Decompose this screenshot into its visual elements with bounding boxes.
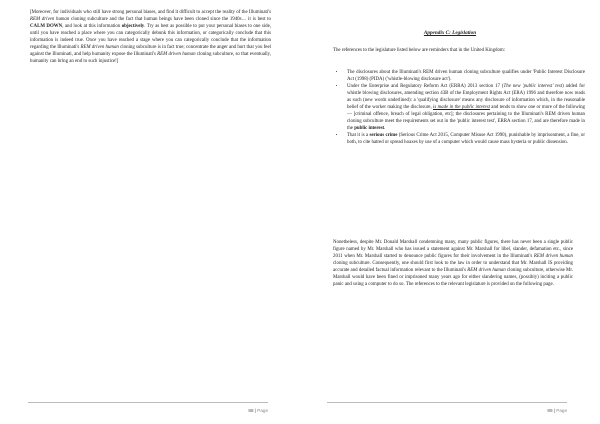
list-item <box>345 83 585 132</box>
page-number: 88 <box>248 408 254 413</box>
text-run: cloning subculture, so that eventually, humanity can bring an end to such injustice!] <box>30 52 271 65</box>
text-run: Nonetheless, despite Mr. Donald Marshall condemning many, many public figures, there has never been a single public figure named by Mr. Marshall who has issued a statement against Mr. Marshall for libel, slander, defamation etc., since 2011 when Mr. Marshall started to denounce public figures for their involvement in the Illuminati's <box>333 240 573 260</box>
footer-separator: | <box>253 408 258 413</box>
closing-paragraph <box>333 239 573 288</box>
bold-text: objectively <box>121 24 145 30</box>
text-run: [Moreover, for individuals who still have strong personal biases, and find it difficult to accept the reality of the Illuminati's <box>30 10 271 15</box>
page-footer <box>0 408 268 413</box>
text-run: cloning subculture is in fact true; concentrate the anger and hurt that you feel against the Illuminati, and help humanity expose the Illuminati's <box>30 45 271 58</box>
text-run: cloning subculture. Consequently, one should first look to the law in order to understand that Mr. Marshall IS providing accurate and detailed factual information relevant to the Illuminati's <box>333 261 573 274</box>
footer-separator: | <box>552 408 557 413</box>
text-run: ) added for whistle blowing disclosures, amending section 43B of the Employment Rights Act (ERA) 1996 and therefore now reads as such (new words underlined): a 'qualifying disclosure' means any disclosure of information which, in the reasonable belief of the worker making the disclosure, <box>347 84 585 111</box>
text-run: and tends to show one or more of the following— [criminal offence, breach of legal obligation, etc]; the disclosures pertaining to the Illuminati's REM driven human cloning subculture meet the requirements set out in the 'public interest test', ERRA section 17, and are therefore made in the <box>347 105 585 132</box>
list-item <box>345 132 585 146</box>
page-footer <box>267 408 567 413</box>
legislation-list <box>333 69 585 147</box>
emphasis-text: REM driven human <box>467 268 506 274</box>
footer-rule <box>327 402 567 403</box>
bold-text: public interest <box>354 126 385 132</box>
bold-text: serious crime <box>369 133 398 139</box>
page-number: 89 <box>547 408 553 413</box>
right-page <box>300 0 600 424</box>
text-run: . Try as best as possible to put your personal biases to one side, until you have reached a place where you can categorically debunk this information, or categorically conclude that this information is indeed true. Once you have reached a stage where you can categorically conclude that the information regarding the Illuminati's <box>30 24 271 51</box>
section-heading: Appendix C: Legislation <box>423 30 477 36</box>
emphasis-text: REM driven human <box>80 45 119 51</box>
text-run: cloning subculture and the fact that human beings have been cloned since the 1940s… it is best to <box>69 17 271 23</box>
footer-rule <box>28 402 268 403</box>
text-run: cloning subculture, otherwise Mr. Marshall would have been fined or imprisoned many years ago for either slandering names, (possibly) inciting a public panic and using a computer to do so. The references to the relevant legislature is provided on the following page. <box>333 268 573 288</box>
text-run: That it is a <box>347 133 370 139</box>
emphasis-text: REM driven human <box>533 254 573 260</box>
body-paragraph <box>30 9 271 65</box>
emphasis-text: REM driven human <box>157 52 196 58</box>
list-item <box>345 69 585 83</box>
page-label: Page <box>257 408 268 413</box>
page-label: Page <box>556 408 567 413</box>
text-run: . <box>384 126 386 132</box>
text-run: (Serious Crime Act 2015, Computer Misuse Act 1990), punishable by imprisonment, a fine, or both, to cite hatred or spread hoaxes by use of a computer which would cause mass hysteria or public dissension. <box>347 133 585 146</box>
underlined-text: is made in the public interest <box>433 105 490 111</box>
intro-paragraph: The references to the legislature listed below are reminders that in the United Kingdom: <box>333 48 506 53</box>
bold-text: CALM DOWN <box>30 24 63 30</box>
text-run: The disclosures about the Illuminati's REM driven human cloning subculture qualifies under 'Public Interest Disclosure Act (1998) (PIDA) ('whistle-blowing disclosure act'). <box>347 70 585 83</box>
text-run: Under the Enterprise and Regulatory Reform Act (ERRA) 2013 section 17 ( <box>347 84 504 90</box>
text-run: , and look at this information <box>62 24 122 30</box>
emphasis-text: REM driven human <box>30 17 70 23</box>
emphasis-text: The new 'public interest' test <box>503 84 563 90</box>
